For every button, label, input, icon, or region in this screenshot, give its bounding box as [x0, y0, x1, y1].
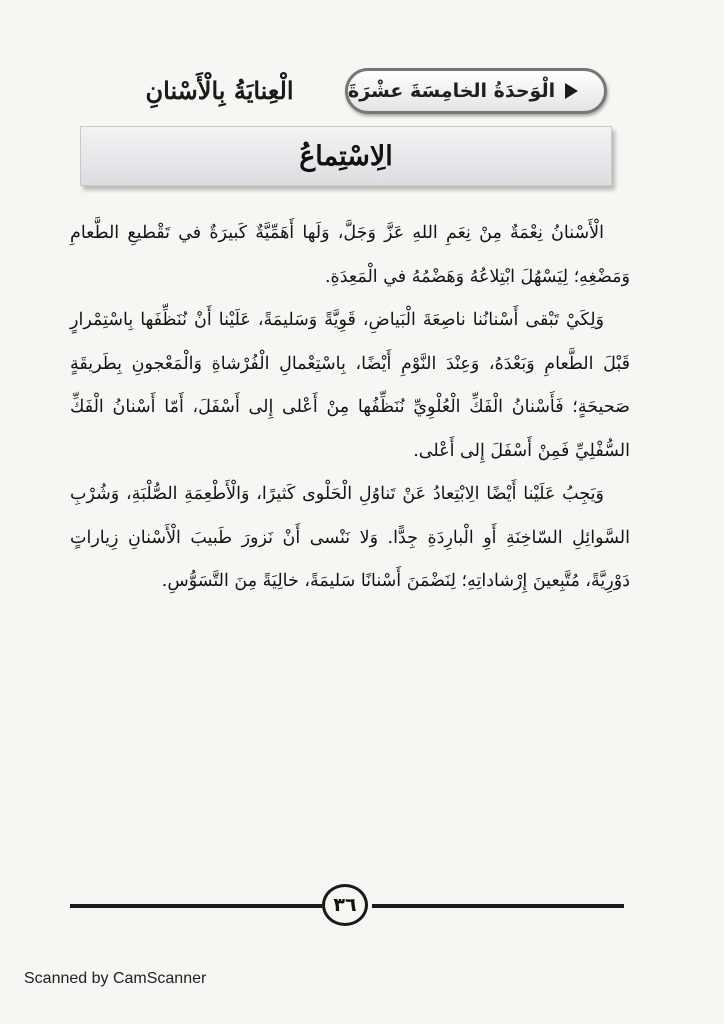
- unit-title: الْعِنايَةُ بِالْأَسْنانِ: [145, 76, 294, 105]
- body-text: [70, 212, 630, 604]
- unit-label: الْوَحدَةُ الخامِسَةَ عشْرَةَ: [348, 80, 556, 102]
- paragraph: وَيَجِبُ عَلَيْنا أَيْضًا الِابْتِعادُ عَنْ تَناوُلِ الْحَلْوى كَثيرًا، وَالْأَطْعِمَةِ الصُّلْبَةِ، وَشُرْبِ السَّوائِلِ السّاخِنَةِ أَوِ الْبارِدَةِ جِدًّا. وَلا نَنْسى أَنْ نَزورَ طَبيبَ الْأَسْنانِ زِياراتٍ دَوْرِيَّةً، مُتَّبِعينَ إِرْشاداتِهِ؛ لِنَضْمَنَ أَسْنانًا سَليمَةً، خالِيَةً مِنَ التَّسَوُّسِ.: [70, 484, 630, 591]
- play-triangle-icon: [565, 83, 578, 99]
- paragraph: وَلِكَيْ تَبْقى أَسْنانُنا ناصِعَةَ الْبَياضِ، قَوِيَّةً وَسَليمَةً، عَلَيْنا أَنْ نُنَظِّفَها بِاسْتِمْرارٍ قَبْلَ الطَّعامِ وَبَعْدَهُ، وَعِنْدَ النَّوْمِ أَيْضًا، بِاسْتِعْمالِ الْفُرْشاةِ وَالْمَعْجونِ بِطَريقَةٍ صَحيحَةٍ؛ فَأَسْنانُ الْفَكِّ الْعُلْوِيِّ نُنَظِّفُها مِنْ أَعْلى إِلى أَسْفَلَ، أَمّا أَسْنانُ الْفَكِّ السُّفْلِيِّ فَمِنْ أَسْفَلَ إِلى أَعْلى.: [70, 310, 630, 461]
- page-number: ٣٦: [322, 884, 368, 926]
- footer-rule-left: [70, 904, 322, 908]
- section-title: الِاسْتِماعُ: [299, 140, 393, 172]
- footer-rule-right: [372, 904, 624, 908]
- section-title-band: [80, 126, 612, 186]
- scanner-watermark: Scanned by CamScanner: [24, 970, 207, 987]
- unit-label-pill: [345, 68, 607, 114]
- paragraph: الْأَسْنانُ نِعْمَةٌ مِنْ نِعَمِ اللهِ عَزَّ وَجَلَّ، وَلَها أَهَمِّيَّةٌ كَبيرَةٌ في تَقْطيعِ الطَّعامِ وَمَضْغِهِ؛ لِيَسْهُلَ ابْتِلاعُهُ وَهَضْمُهُ في الْمَعِدَةِ.: [70, 223, 630, 287]
